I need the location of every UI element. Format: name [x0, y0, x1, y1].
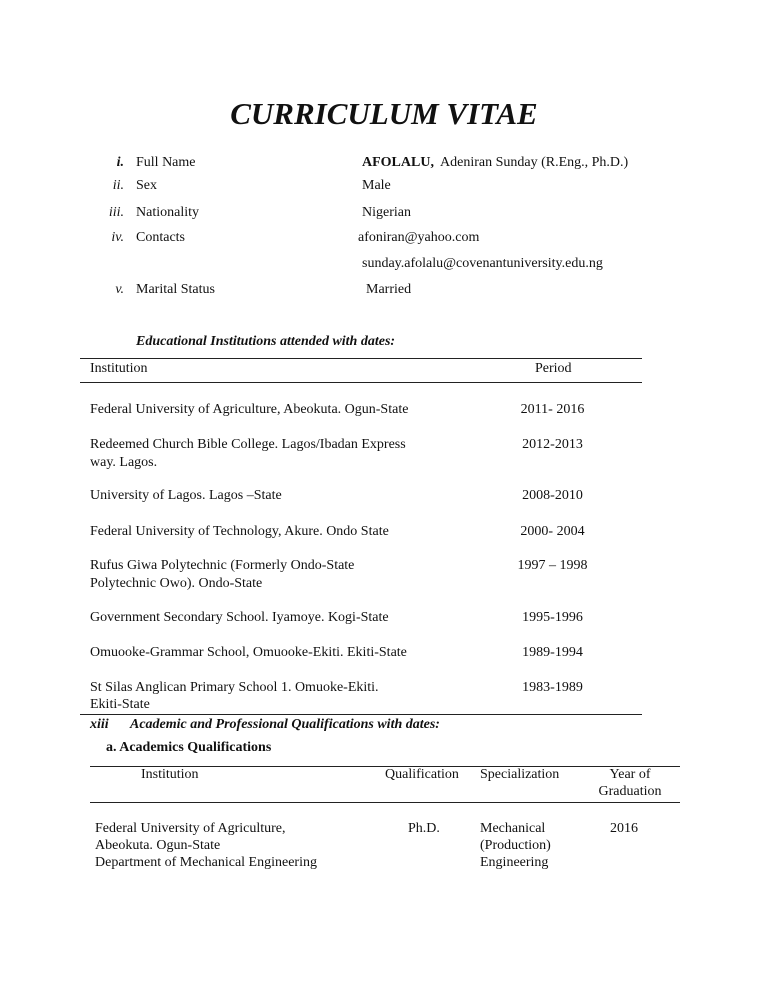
education-period: 1983-1989: [522, 680, 583, 695]
education-period: 2011- 2016: [520, 402, 585, 417]
education-institution: Redeemed Church Bible College. Lagos/Ibadan Express: [90, 437, 406, 452]
education-period: 2008-2010: [522, 488, 583, 503]
specialization: Mechanical: [480, 821, 546, 836]
education-institution: Omuooke-Grammar School, Omuooke-Ekiti. Ekiti-State: [90, 645, 407, 660]
surname: AFOLALU,: [362, 155, 434, 170]
education-institution-cont: Ekiti-State: [90, 697, 150, 712]
sex-value: Male: [362, 178, 391, 193]
full-name-value: Adeniran Sunday (R.Eng., Ph.D.): [440, 155, 629, 170]
item-number: v.: [115, 282, 124, 297]
header-qualification: Qualification: [385, 767, 459, 782]
item-number: ii.: [112, 178, 124, 193]
education-institution-cont: way. Lagos.: [90, 455, 158, 470]
email-yahoo[interactable]: afoniran@yahoo.com: [358, 230, 480, 245]
item-number: i.: [116, 155, 124, 170]
item-number: iii.: [108, 205, 124, 220]
education-period: 1989-1994: [522, 645, 583, 660]
page-title: CURRICULUM VITAE: [230, 96, 538, 131]
education-period: 2000- 2004: [520, 524, 585, 539]
header-institution: Institution: [141, 767, 199, 782]
academics-subheading: a. Academics Qualifications: [106, 740, 272, 755]
label-contacts: Contacts: [136, 230, 185, 245]
education-institution: Federal University of Agriculture, Abeokuta. Ogun-State: [90, 402, 409, 417]
qualification-degree: Ph.D.: [408, 821, 440, 836]
marital-status-value: Married: [366, 282, 412, 297]
qualifications-heading: Academic and Professional Qualifications with dates:: [130, 717, 440, 732]
header-year-cont: Graduation: [598, 784, 662, 799]
divider: [90, 802, 680, 803]
label-marital-status: Marital Status: [136, 282, 215, 297]
qualification-institution-cont: Abeokuta. Ogun-State: [95, 838, 221, 853]
education-institution: Rufus Giwa Polytechnic (Formerly Ondo-State: [90, 558, 355, 573]
item-number: iv.: [111, 230, 124, 245]
education-institution-cont: Polytechnic Owo). Ondo-State: [90, 576, 263, 591]
divider: [80, 358, 642, 359]
divider: [80, 714, 642, 715]
education-institution: University of Lagos. Lagos –State: [90, 488, 282, 503]
header-specialization: Specialization: [480, 767, 560, 782]
education-institution: St Silas Anglican Primary School 1. Omuoke-Ekiti.: [90, 680, 379, 695]
label-sex: Sex: [136, 178, 157, 193]
divider: [80, 382, 642, 383]
education-period: 1995-1996: [522, 610, 583, 625]
education-period: 2012-2013: [522, 437, 583, 452]
label-full-name: Full Name: [136, 155, 196, 170]
header-institution: Institution: [90, 361, 148, 376]
education-heading: Educational Institutions attended with dates:: [136, 334, 396, 349]
education-period: 1997 – 1998: [517, 558, 588, 573]
qualification-department: Department of Mechanical Engineering: [95, 855, 317, 870]
email-covenant[interactable]: sunday.afolalu@covenantuniversity.edu.ng: [362, 256, 603, 271]
header-period: Period: [535, 361, 572, 376]
education-institution: Federal University of Technology, Akure. Ondo State: [90, 524, 389, 539]
label-nationality: Nationality: [136, 205, 199, 220]
header-year: Year of: [609, 767, 651, 782]
graduation-year: 2016: [610, 821, 638, 836]
specialization-cont: (Production): [480, 838, 551, 853]
specialization-cont: Engineering: [480, 855, 549, 870]
qualification-institution: Federal University of Agriculture,: [95, 821, 286, 836]
education-institution: Government Secondary School. Iyamoye. Kogi-State: [90, 610, 389, 625]
section-number: xiii: [90, 717, 109, 732]
nationality-value: Nigerian: [362, 205, 411, 220]
